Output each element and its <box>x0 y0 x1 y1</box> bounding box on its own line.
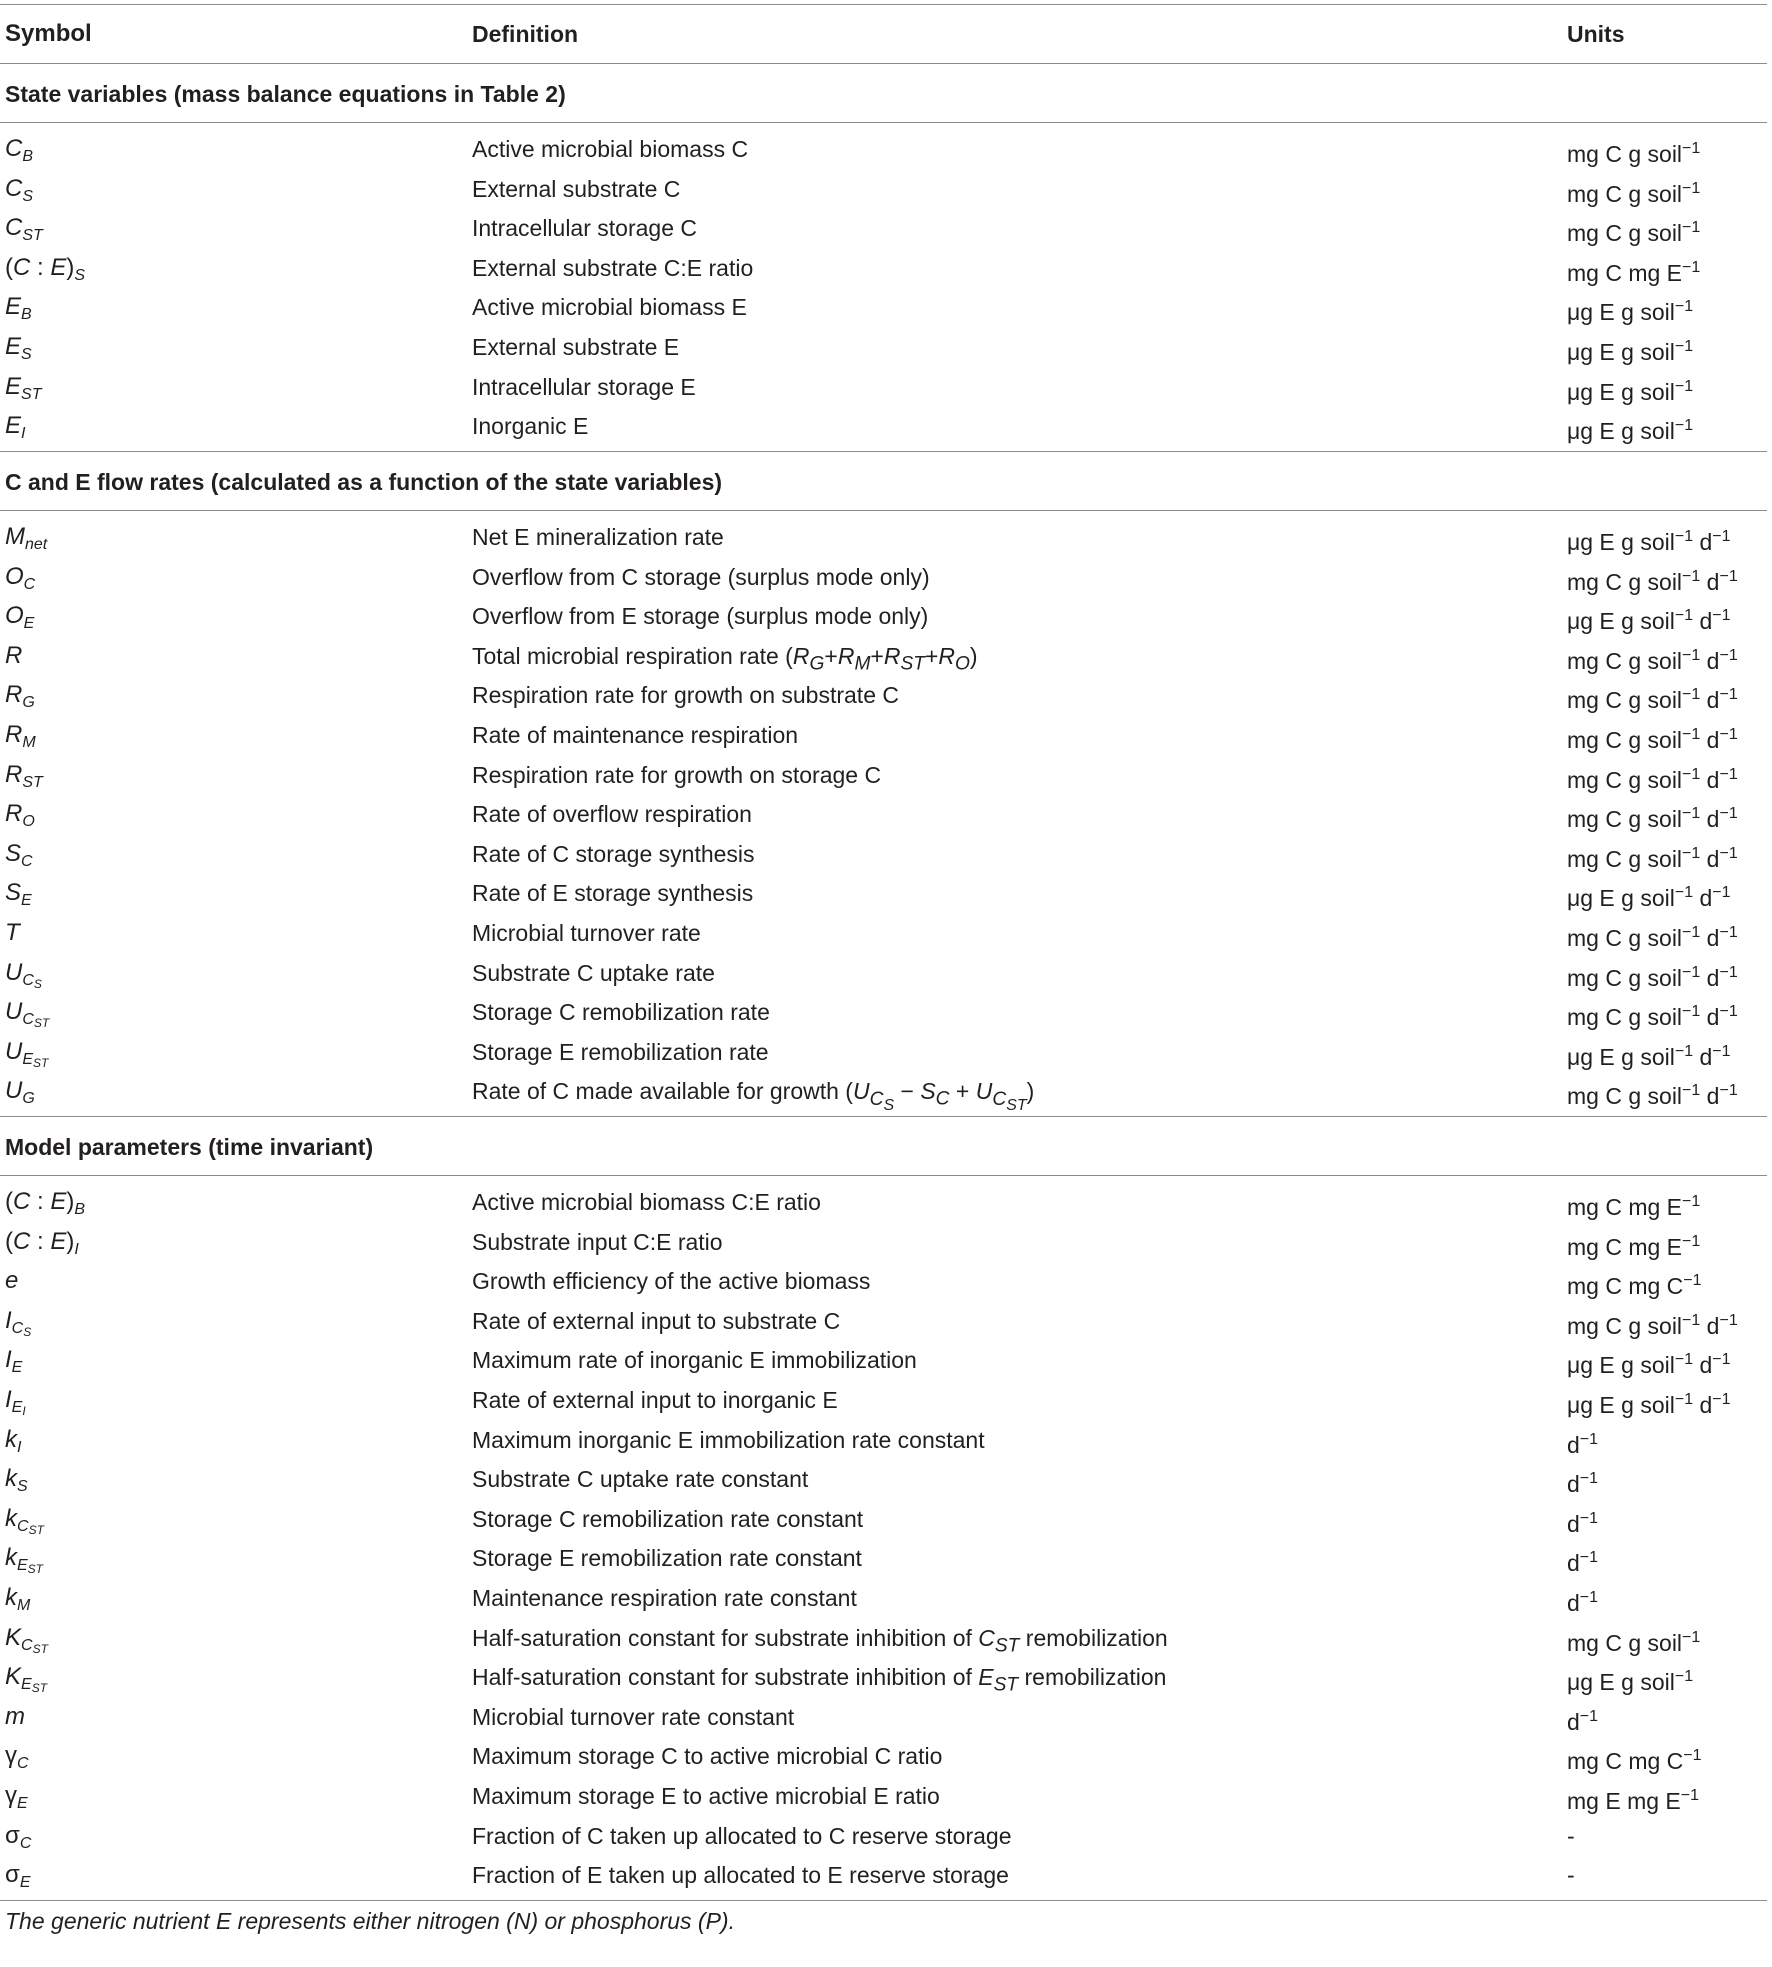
definition-cell: Rate of E storage synthesis <box>472 880 754 906</box>
symbol-cell: $\gamma_E$ <box>5 1782 28 1812</box>
definition-cell: Maintenance respiration rate constant <box>472 1585 857 1611</box>
definition-cell: Respiration rate for growth on substrate C <box>472 682 899 708</box>
definition-cell: Intracellular storage C <box>472 215 697 241</box>
table-row <box>0 1658 1767 1696</box>
table-row <box>0 1183 1767 1221</box>
units-cell: mg C g soil$^{-1}$ <box>1567 180 1701 207</box>
symbol-cell: T <box>5 919 20 946</box>
definition-cell: External substrate E <box>472 334 680 360</box>
units-cell: μg E g soil$^{-1}$ <box>1567 378 1694 405</box>
section-title: Model parameters (time invariant) <box>5 1134 374 1160</box>
units-cell: μg E g soil$^{-1}$ $d^{-1}$ <box>1567 1391 1731 1418</box>
table-row <box>0 1262 1767 1300</box>
table-row <box>0 1817 1767 1855</box>
units-cell: mg C g soil$^{-1}$ <box>1567 219 1701 246</box>
definition-cell: Inorganic E <box>472 413 589 439</box>
units-cell: mg C g soil$^{-1}$ <box>1567 1629 1701 1656</box>
symbol-cell: R <box>5 642 23 669</box>
units-cell: mg C g soil$^{-1}$ $d^{-1}$ <box>1567 845 1738 872</box>
table-row <box>0 1341 1767 1379</box>
header-symbol: Symbol <box>5 20 92 47</box>
definition-cell: External substrate C <box>472 176 681 202</box>
units-cell: μg E g soil$^{-1}$ $d^{-1}$ <box>1567 607 1731 634</box>
units-cell: μg E g soil$^{-1}$ $d^{-1}$ <box>1567 1043 1731 1070</box>
table-rule <box>0 1900 1767 1901</box>
definition-cell: Rate of overflow respiration <box>472 801 752 827</box>
definition-cell: Microbial turnover rate constant <box>472 1704 795 1730</box>
table-row <box>0 328 1767 366</box>
table-row <box>0 1579 1767 1617</box>
symbol-cell: $I_{C_S}$ <box>5 1307 32 1339</box>
symbol-cell: $R_G$ <box>5 681 35 711</box>
definition-cell: Active microbial biomass E <box>472 294 747 320</box>
symbol-cell: $S_C$ <box>5 840 33 870</box>
units-cell: mg C g soil$^{-1}$ $d^{-1}$ <box>1567 924 1738 951</box>
section-heading <box>0 463 1767 501</box>
units-cell: $d^{-1}$ <box>1567 1549 1599 1576</box>
symbol-cell: (C : $E)_S$ <box>5 254 86 284</box>
units-cell: μg E g soil$^{-1}$ <box>1567 338 1694 365</box>
symbol-cell: $k_I$ <box>5 1426 22 1456</box>
table-row <box>0 407 1767 445</box>
table-row <box>0 597 1767 635</box>
symbol-cell: $R_{ST}$ <box>5 761 43 791</box>
symbol-cell: $S_E$ <box>5 879 32 909</box>
definition-cell: Storage C remobilization rate <box>472 999 770 1025</box>
symbol-cell: $E_S$ <box>5 333 32 363</box>
definition-cell: Fraction of C taken up allocated to C reserve storage <box>472 1823 1012 1849</box>
table-row <box>0 1033 1767 1071</box>
table-rule <box>0 4 1767 5</box>
symbol-cell: $C_B$ <box>5 135 34 165</box>
symbol-cell: $k_M$ <box>5 1584 31 1614</box>
definition-cell: Maximum storage C to active microbial C ratio <box>472 1743 943 1769</box>
symbol-cell: $K_{C_{ST}}$ <box>5 1624 48 1656</box>
units-cell: mg C g soil$^{-1}$ $d^{-1}$ <box>1567 686 1738 713</box>
table-header-row <box>0 15 1767 53</box>
symbol-cell: $R_M$ <box>5 721 36 751</box>
definition-cell: Maximum storage E to active microbial E ratio <box>472 1783 940 1809</box>
units-cell: mg C mg $C^{-1}$ <box>1567 1747 1702 1774</box>
table-rule <box>0 1175 1767 1176</box>
table-footnote: The generic nutrient E represents either nitrogen (N) or phosphorus (P). <box>5 1908 735 1934</box>
units-cell: μg E g soil$^{-1}$ <box>1567 1668 1694 1695</box>
header-units: Units <box>1567 21 1625 47</box>
units-cell: mg E mg $E^{-1}$ <box>1567 1787 1700 1814</box>
table-row <box>0 1539 1767 1577</box>
definition-cell: External substrate C:E ratio <box>472 255 754 281</box>
symbol-cell: e <box>5 1267 19 1294</box>
table-row <box>0 130 1767 168</box>
units-cell: mg C g soil$^{-1}$ <box>1567 140 1701 167</box>
table-row <box>0 368 1767 406</box>
table-row <box>0 1460 1767 1498</box>
definition-cell: Half-saturation constant for substrate inhibition of $E_{ST}$ remobilization <box>472 1664 1167 1696</box>
definition-cell: Rate of C made available for growth $(U_{C_S} - S_C + U_{C_{ST}})$ <box>472 1078 1035 1114</box>
units-cell: - <box>1567 1823 1575 1849</box>
units-cell: - <box>1567 1862 1575 1888</box>
table-row <box>0 1737 1767 1775</box>
definition-cell: Overflow from E storage (surplus mode only) <box>472 603 929 629</box>
table-rule <box>0 1116 1767 1117</box>
symbol-cell: $k_{E_{ST}}$ <box>5 1544 44 1576</box>
definition-cell: Net E mineralization rate <box>472 524 724 550</box>
table-row <box>0 874 1767 912</box>
symbol-cell: $k_{C_{ST}}$ <box>5 1505 44 1537</box>
symbol-cell: $O_C$ <box>5 563 36 593</box>
units-cell: mg C g soil$^{-1}$ $d^{-1}$ <box>1567 647 1738 674</box>
symbol-cell: $R_O$ <box>5 800 35 830</box>
units-cell: mg C g soil$^{-1}$ $d^{-1}$ <box>1567 568 1738 595</box>
symbol-cell: $k_S$ <box>5 1465 28 1495</box>
table-row <box>0 1777 1767 1815</box>
table-row <box>0 795 1767 833</box>
table-rule <box>0 63 1767 64</box>
units-cell: μg E g soil$^{-1}$ $d^{-1}$ <box>1567 884 1731 911</box>
units-cell: $d^{-1}$ <box>1567 1589 1599 1616</box>
units-cell: mg C mg $E^{-1}$ <box>1567 1193 1701 1220</box>
definition-cell: Maximum rate of inorganic E immobilization <box>472 1347 917 1373</box>
units-cell: mg C mg $E^{-1}$ <box>1567 259 1701 286</box>
table-row <box>0 170 1767 208</box>
symbol-cell: $E_B$ <box>5 293 32 323</box>
table-row <box>0 914 1767 952</box>
units-cell: $d^{-1}$ <box>1567 1510 1599 1537</box>
definition-cell: Growth efficiency of the active biomass <box>472 1268 871 1294</box>
table-rule <box>0 122 1767 123</box>
definition-cell: Substrate C uptake rate constant <box>472 1466 809 1492</box>
table-row <box>0 288 1767 326</box>
table-row <box>0 1302 1767 1340</box>
definition-cell: Substrate input C:E ratio <box>472 1229 723 1255</box>
table-row <box>0 249 1767 287</box>
units-cell: μg E g soil$^{-1}$ <box>1567 417 1694 444</box>
symbol-cell: $I_{E_I}$ <box>5 1386 26 1418</box>
table-row <box>0 1500 1767 1538</box>
symbol-cell: $U_{E_{ST}}$ <box>5 1038 49 1070</box>
units-cell: mg C g soil$^{-1}$ $d^{-1}$ <box>1567 766 1738 793</box>
table-row <box>0 1381 1767 1419</box>
header-definition: Definition <box>472 21 579 47</box>
table-row <box>0 954 1767 992</box>
units-cell: $d^{-1}$ <box>1567 1431 1599 1458</box>
symbol-cell: $U_{C_{ST}}$ <box>5 998 50 1030</box>
symbol-cell: $\sigma_C$ <box>5 1822 32 1852</box>
symbol-cell: $\sigma_E$ <box>5 1861 31 1891</box>
definition-cell: Half-saturation constant for substrate inhibition of $C_{ST}$ remobilization <box>472 1625 1168 1657</box>
table-row <box>0 1421 1767 1459</box>
table-row <box>0 1072 1767 1114</box>
definition-cell: Total microbial respiration rate $(R_G+R_M+R_{ST}+R_O)$ <box>472 643 978 675</box>
units-cell: mg C g soil$^{-1}$ $d^{-1}$ <box>1567 964 1738 991</box>
table-row <box>0 993 1767 1031</box>
definition-cell: Intracellular storage E <box>472 374 696 400</box>
symbol-cell: $U_{C_S}$ <box>5 959 42 991</box>
table-row <box>0 637 1767 675</box>
units-cell: μg E g soil$^{-1}$ $d^{-1}$ <box>1567 528 1731 555</box>
units-cell: μg E g soil$^{-1}$ <box>1567 298 1694 325</box>
definition-cell: Rate of C storage synthesis <box>472 841 755 867</box>
section-title: C and E flow rates (calculated as a function of the state variables) <box>5 469 723 495</box>
table-row <box>0 835 1767 873</box>
units-cell: mg C mg $E^{-1}$ <box>1567 1233 1701 1260</box>
table-row <box>0 518 1767 556</box>
symbol-cell: $I_E$ <box>5 1346 23 1376</box>
units-cell: mg C g soil$^{-1}$ $d^{-1}$ <box>1567 1312 1738 1339</box>
table-row <box>0 558 1767 596</box>
units-cell: mg C g soil$^{-1}$ $d^{-1}$ <box>1567 805 1738 832</box>
symbol-cell: $O_E$ <box>5 602 35 632</box>
units-cell: mg C mg $C^{-1}$ <box>1567 1272 1702 1299</box>
section-heading <box>0 75 1767 113</box>
units-cell: μg E g soil$^{-1}$ $d^{-1}$ <box>1567 1351 1731 1378</box>
definition-cell: Maximum inorganic E immobilization rate constant <box>472 1427 985 1453</box>
table-row <box>0 209 1767 247</box>
table-rule <box>0 451 1767 452</box>
table-row <box>0 1619 1767 1657</box>
definition-cell: Storage E remobilization rate <box>472 1039 769 1065</box>
table-row <box>0 1698 1767 1736</box>
symbol-cell: $K_{E_{ST}}$ <box>5 1663 48 1695</box>
section-heading <box>0 1128 1767 1166</box>
units-cell: $d^{-1}$ <box>1567 1470 1599 1497</box>
definition-cell: Storage E remobilization rate constant <box>472 1545 862 1571</box>
symbol-cell: m <box>5 1703 25 1730</box>
definition-cell: Active microbial biomass C <box>472 136 749 162</box>
definition-cell: Active microbial biomass C:E ratio <box>472 1189 821 1215</box>
table-row <box>0 756 1767 794</box>
definition-cell: Rate of external input to substrate C <box>472 1308 841 1334</box>
table-rule <box>0 510 1767 511</box>
definition-cell: Respiration rate for growth on storage C <box>472 762 882 788</box>
definition-cell: Rate of maintenance respiration <box>472 722 799 748</box>
symbol-cell: $E_{ST}$ <box>5 373 42 403</box>
symbol-cell: $U_G$ <box>5 1077 35 1107</box>
symbol-cell: (C : $E)_B$ <box>5 1188 86 1218</box>
units-cell: $d^{-1}$ <box>1567 1708 1599 1735</box>
definition-cell: Substrate C uptake rate <box>472 960 715 986</box>
table-row <box>0 1223 1767 1261</box>
section-title: State variables (mass balance equations in Table 2) <box>5 81 566 107</box>
symbol-cell: (C : $E)_I$ <box>5 1228 79 1258</box>
definition-cell: Rate of external input to inorganic E <box>472 1387 838 1413</box>
symbol-cell: $M_{net}$ <box>5 523 48 553</box>
symbol-cell: $E_I$ <box>5 412 26 442</box>
symbol-cell: $\gamma_C$ <box>5 1742 29 1772</box>
table-row <box>0 1856 1767 1894</box>
definition-cell: Storage C remobilization rate constant <box>472 1506 864 1532</box>
table-row <box>0 676 1767 714</box>
table-row <box>0 716 1767 754</box>
units-cell: mg C g soil$^{-1}$ $d^{-1}$ <box>1567 1003 1738 1030</box>
definition-cell: Microbial turnover rate <box>472 920 701 946</box>
definition-cell: Overflow from C storage (surplus mode only) <box>472 564 930 590</box>
symbol-cell: $C_{ST}$ <box>5 214 43 244</box>
units-cell: mg C g soil$^{-1}$ $d^{-1}$ <box>1567 726 1738 753</box>
definition-cell: Fraction of E taken up allocated to E reserve storage <box>472 1862 1009 1888</box>
symbol-cell: $C_S$ <box>5 175 34 205</box>
units-cell: mg C g soil$^{-1}$ $d^{-1}$ <box>1567 1082 1738 1109</box>
